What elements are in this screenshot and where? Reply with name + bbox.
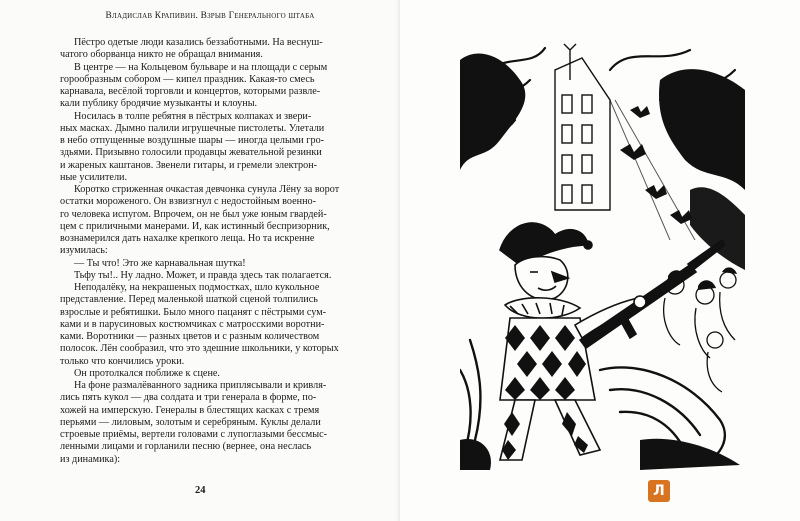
paragraph-first-line: Он протолкался поближе к сцене. xyxy=(74,367,220,379)
paragraph-line: вознамерился дать нахалке крепкого леща. Но та искренне xyxy=(60,233,315,244)
paragraph-first-line: Тьфу ты!.. Ну ладно. Может, и правда здесь так полагается. xyxy=(74,269,332,281)
paragraph-line: чатого оборванца никто не обращал внимания. xyxy=(60,49,263,61)
paragraph-line: строевые приёмы, вертели головами с лупоглазыми бессмыс- xyxy=(60,429,327,440)
publisher-logo-icon: Л xyxy=(648,480,670,502)
paragraph-line: карнавала, весёлой торговли и концертов, которыми развле- xyxy=(60,86,321,97)
paragraph-line: изумилась: xyxy=(60,245,108,257)
paragraph-first-line: Неподалёку, на некрашеных подмостках, шло кукольное xyxy=(74,282,320,293)
paragraph-line: горообразным собором — кипел праздник. Какая-то смесь xyxy=(60,73,315,85)
paragraph-line: взрослые и ребятишки. Было много пацанят с пёстрыми сум- xyxy=(60,306,327,318)
paragraph-line: цем с приличными манерами. И, как истинный беспризорник, xyxy=(60,220,330,232)
ink-illustration-jester-with-rifle-icon xyxy=(460,40,745,470)
paragraph-line: перьями — лиловым, золотым и серебряным. Куклы делали xyxy=(60,416,321,428)
paragraph-line: ленными лицами и горланили песню (вернее, она неслась xyxy=(60,441,312,453)
paragraph-line: и жареных каштанов. Звенели гитары, и гремели электрон- xyxy=(60,159,318,171)
paragraph-line: кали публику бродячие музыканты и клоуны. xyxy=(60,98,258,110)
paragraph-first-line: — Ты что! Это же карнавальная шутка! xyxy=(74,257,246,269)
paragraph-first-line: В центре — на Кольцевом бульваре и на площади с серым xyxy=(74,61,328,73)
paragraph-line: хожей на имперскую. Генералы в блестящих касках с тремя xyxy=(60,404,320,416)
paragraph-line: ные усилители. xyxy=(60,171,128,183)
paragraph-line: ных масках. Дымно палили игрушечные пистолеты. Улетали xyxy=(60,122,325,134)
paragraph-first-line: На фоне размалёванного задника приплясывали и кривля- xyxy=(74,380,327,391)
paragraph-first-line: Пёстро одетые люди казались беззаботными. На веснуш- xyxy=(74,37,323,48)
page-number: 24 xyxy=(195,485,206,496)
paragraph-line: здьями. Призывно голосили продавцы жевательной резинки xyxy=(60,147,322,159)
paragraph-first-line: Носилась в толпе ребятня в пёстрых колпаках и звери- xyxy=(74,110,312,122)
text-block xyxy=(60,37,362,466)
paragraph-line: представление. Перед маленькой шаткой сценой толпились xyxy=(60,294,318,306)
running-head: Владислав Крапивин. Взрыв Генерального штаба xyxy=(105,11,315,21)
paragraph-line: полосок. Лён сообразил, что это здешние школьники, у которых xyxy=(60,343,339,355)
paragraph-line: в небо отпущенные воздушные шары — иногда целыми гро- xyxy=(60,135,325,146)
paragraph-line: из динамика): xyxy=(60,453,121,465)
paragraph-line: ками. Воротники — разных цветов и с разным количеством xyxy=(60,331,320,342)
paragraph-line: лись пять кукол — два солдата и три генерала в форме, по- xyxy=(60,392,317,404)
paragraph-line: ками и в парусиновых костюмчиках с матросскими воротни- xyxy=(60,318,325,330)
paragraph-line: только что кончились уроки. xyxy=(60,355,185,367)
paragraph-line: остатки мороженого. Он взвизгнул с недостойным военно- xyxy=(60,196,317,208)
paragraph-line: го человека испугом. Впрочем, он не был уже юным гвардей- xyxy=(60,208,327,220)
paragraph-first-line: Коротко стриженная очкастая девчонка сунула Лёну за ворот xyxy=(74,184,340,195)
